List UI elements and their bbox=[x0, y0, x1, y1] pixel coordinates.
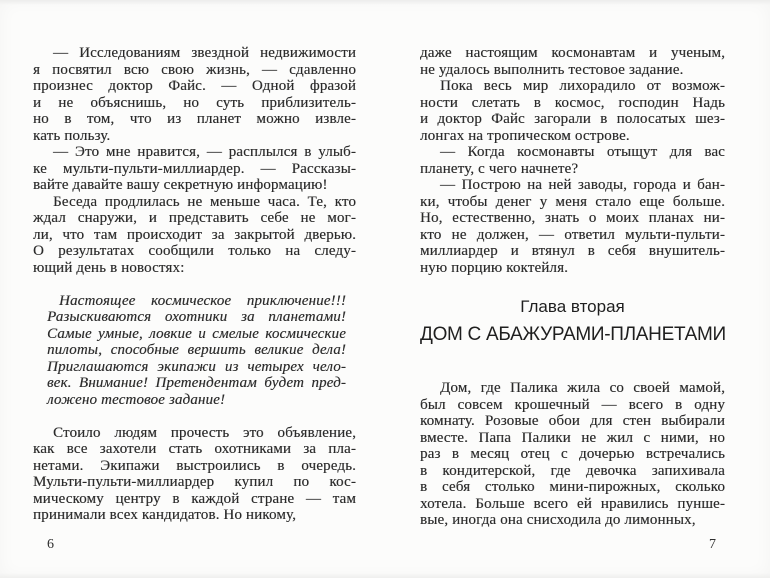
text-line: пилоты, способные вершить великие дела! bbox=[47, 342, 346, 358]
text-line: — Когда космонавты отыщут для вас bbox=[440, 144, 725, 160]
text-line: Приглашаются экипажи из четырех чело- bbox=[47, 358, 346, 375]
text-line: кать пользу. bbox=[33, 127, 111, 144]
text-line: Пока весь мир лихорадило от возмож- bbox=[440, 78, 725, 94]
text-line: ли, что там происходит за закрытой дверью. bbox=[33, 226, 356, 243]
paragraph bbox=[420, 78, 725, 144]
text-line: Разыскиваются охотники за планетами! bbox=[47, 309, 346, 325]
text-line: произнес доктор Файс. — Одной фразой bbox=[33, 78, 356, 94]
text-line: в кондитерской, где девочка запихивала bbox=[420, 462, 725, 479]
text-line: Настоящее космическое приключение!!! bbox=[59, 292, 346, 309]
text-line: вые, иногда она снисходила до лимонных, bbox=[420, 512, 696, 528]
paragraph bbox=[420, 380, 725, 529]
paragraph bbox=[420, 177, 725, 276]
chapter-title: ДОМ С АБАЖУРАМИ-ПЛАНЕТАМИ bbox=[420, 324, 726, 345]
text-line: принимали всех кандидатов. Но никому, bbox=[33, 507, 297, 523]
left-page-text-block bbox=[33, 45, 356, 524]
text-line: миллиардер и втянул в себя внушитель- bbox=[420, 243, 725, 259]
text-line: я посвятил всю свою жизнь, — сдавленно bbox=[33, 61, 356, 78]
text-line: мическому центру в каждой стране — там bbox=[33, 490, 356, 507]
text-line: в себя столько мини-пирожных, сколько bbox=[420, 479, 725, 495]
text-line: комнату. Розовые обои для стен выбирали bbox=[420, 413, 725, 429]
text-line: вместе. Папа Палики не жил с ними, но bbox=[420, 429, 725, 446]
text-line: планету, с чего начнете? bbox=[420, 160, 579, 177]
chapter-kicker: Глава вторая bbox=[520, 297, 625, 316]
text-line: Самые умные, ловкие и смелые космические bbox=[47, 325, 346, 342]
chapter-heading bbox=[420, 296, 725, 348]
blank-line bbox=[33, 408, 356, 425]
text-line: был совсем крошечный — всего в одну bbox=[420, 396, 725, 413]
blank-line bbox=[33, 276, 356, 293]
paragraph bbox=[33, 194, 356, 277]
text-line: — Это мне нравится, — расплылся в улыб- bbox=[53, 144, 356, 160]
text-line: вайте давайте вашу секретную информацию! bbox=[33, 177, 328, 193]
text-line: раз в месяц отец с дочерью встречались bbox=[420, 446, 725, 462]
text-line: и доктор Файс загорали в полосатых шез- bbox=[420, 111, 725, 127]
text-line: — Исследованиям звездной недвижимости bbox=[53, 45, 356, 61]
paragraph bbox=[33, 144, 356, 194]
text-line: ложено тестовое задание! bbox=[47, 391, 226, 408]
text-line: Дом, где Палика жила со своей мамой, bbox=[440, 380, 725, 396]
text-line: Мульти-пульти-миллиардер купил по кос- bbox=[33, 474, 356, 490]
text-line: век. Внимание! Претендентам будет пред- bbox=[47, 375, 346, 391]
text-line: и не объяснишь, но суть приблизитель- bbox=[33, 94, 356, 111]
paragraph bbox=[33, 425, 356, 524]
paragraph bbox=[33, 45, 356, 144]
text-line: Стоило людям прочесть это объявление, bbox=[53, 424, 356, 441]
text-line: О результатах сообщили только на следу- bbox=[33, 243, 356, 259]
text-line: не удалось выполнить тестовое задание. bbox=[420, 61, 684, 78]
text-line: ющий день в новостях: bbox=[33, 259, 185, 276]
right-page-text-block bbox=[420, 45, 725, 529]
text-line: ждал снаружи, и представить себе не мог- bbox=[33, 210, 356, 226]
page-number-right: 7 bbox=[709, 537, 716, 552]
text-line: Но, естественно, знать о моих планах ни- bbox=[420, 210, 725, 226]
paragraph bbox=[420, 45, 725, 78]
announcement-paragraph bbox=[33, 293, 356, 409]
text-line: лонгах на тропическом острове. bbox=[420, 127, 630, 144]
text-line: кто не должен, — ответил мульти-пульти- bbox=[420, 226, 725, 243]
text-line: ности слетать в космос, господин Надь bbox=[420, 94, 725, 111]
text-line: ке мульти-пульти-миллиардер. — Рассказы- bbox=[33, 160, 356, 177]
text-line: как все захотели стать охотниками за пла- bbox=[33, 441, 356, 457]
text-line: но в том, что из планет можно извле- bbox=[33, 111, 356, 127]
text-line: ную порцию коктейля. bbox=[420, 259, 569, 276]
text-line: — Построю на ней заводы, города и бан- bbox=[440, 177, 725, 193]
paragraph bbox=[420, 144, 725, 177]
text-line: Беседа продлилась не меньше часа. Те, кто bbox=[53, 193, 356, 210]
text-line: даже настоящим космонавтам и ученым, bbox=[420, 45, 725, 61]
text-line: ки, чтобы денег у меня стало еще больше. bbox=[420, 193, 725, 210]
text-line: хотела. Больше всего ей нравились пунше- bbox=[420, 495, 725, 512]
text-line: нетами. Экипажи выстроились в очередь. bbox=[33, 457, 356, 474]
page-number-left: 6 bbox=[47, 537, 54, 552]
